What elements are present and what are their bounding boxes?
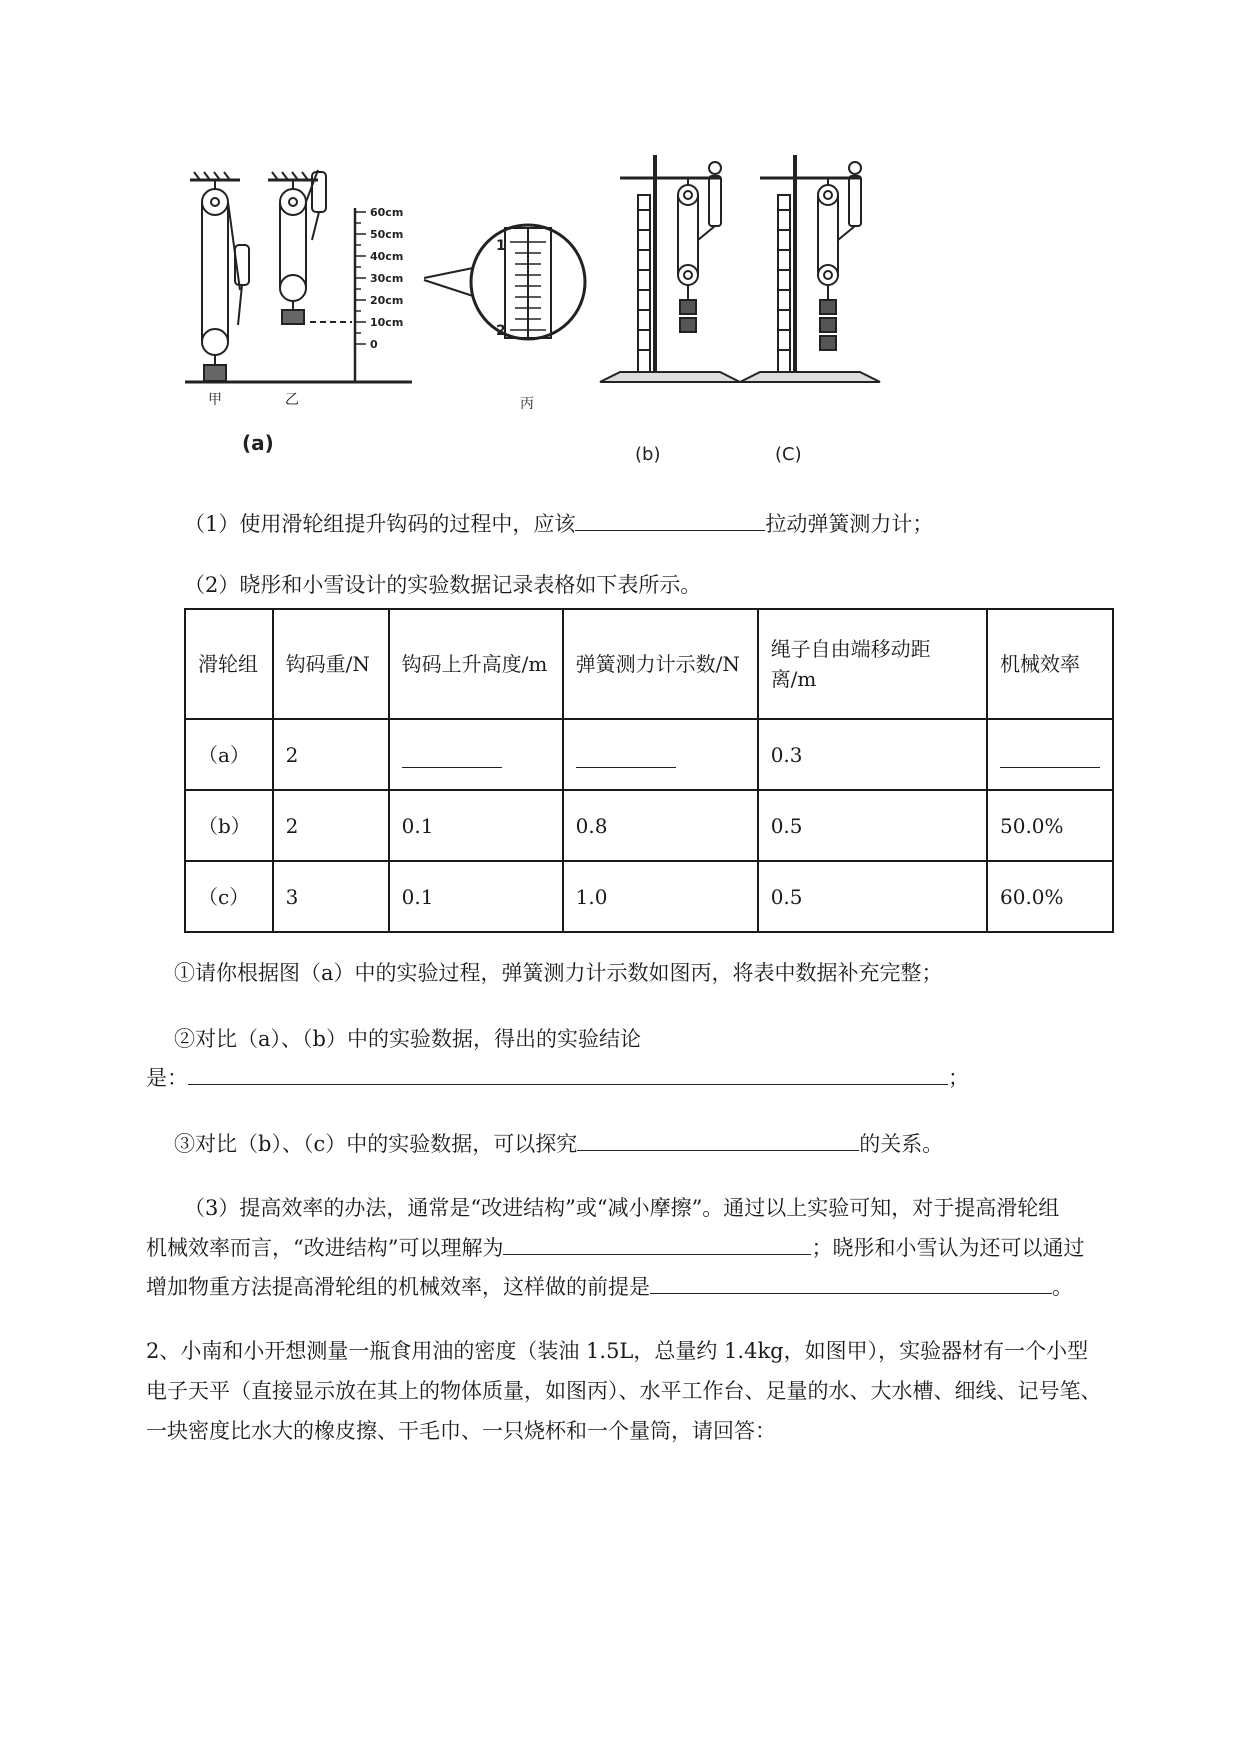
table-cell: 3 xyxy=(273,861,389,932)
zoom-mark-1: 1 xyxy=(496,238,506,254)
figure-label-b: (b) xyxy=(635,444,661,465)
next-question-line2: 电子天平（直接显示放在其上的物体质量，如图丙）、水平工作台、足量的水、大水槽、细线、记号笔、 xyxy=(146,1379,1102,1403)
table-cell: 0.8 xyxy=(563,790,758,861)
answer-blank[interactable] xyxy=(402,745,502,768)
table-row xyxy=(185,719,1113,790)
table-header-cell: 机械效率 xyxy=(987,609,1113,719)
table-cell-blank[interactable] xyxy=(389,719,563,790)
figure-label-a: (a) xyxy=(242,431,274,455)
sub-question-2-line1: ②对比（a）、（b）中的实验数据，得出的实验结论 xyxy=(174,1027,641,1051)
q3-line3-after: 。 xyxy=(1052,1275,1073,1299)
figure-label-c: (C) xyxy=(775,444,802,465)
scale-tick-30: 30cm xyxy=(370,272,404,285)
answer-blank[interactable] xyxy=(1000,745,1100,768)
scale-tick-10: 10cm xyxy=(370,316,404,329)
sub3-before: ③对比（b）、（c）中的实验数据，可以探究 xyxy=(174,1132,578,1156)
q2-intro: （2）晓彤和小雪设计的实验数据记录表格如下表所示。 xyxy=(184,573,702,597)
data-table xyxy=(184,608,1114,933)
table-cell: 1.0 xyxy=(563,861,758,932)
table-cell: （a） xyxy=(185,719,273,790)
table-cell: 0.3 xyxy=(758,719,987,790)
experiment-figure xyxy=(180,150,1000,470)
table-header-cell: 钩码上升高度/m xyxy=(389,609,563,719)
table-cell: 60.0% xyxy=(987,861,1113,932)
sub2-suffix: ； xyxy=(948,1066,969,1090)
table-header-cell: 绳子自由端移动距离/m xyxy=(758,609,987,719)
q3-answer-blank-1[interactable] xyxy=(503,1232,811,1255)
table-cell: 0.5 xyxy=(758,861,987,932)
scale-tick-50: 50cm xyxy=(370,228,404,241)
q1-text-before: （1）使用滑轮组提升钩码的过程中，应该 xyxy=(184,512,576,536)
q3-line2-after: ；晓彤和小雪认为还可以通过 xyxy=(811,1236,1085,1260)
sub-question-1: ①请你根据图（a）中的实验过程，弹簧测力计示数如图丙，将表中数据补充完整； xyxy=(174,961,943,985)
sub3-answer-blank[interactable] xyxy=(577,1128,859,1151)
q3-answer-blank-2[interactable] xyxy=(650,1271,1052,1294)
table-header-row xyxy=(185,609,1113,719)
table-header-cell: 滑轮组 xyxy=(185,609,273,719)
label-jia: 甲 xyxy=(208,392,222,408)
table-cell: 0.5 xyxy=(758,790,987,861)
table-cell: 2 xyxy=(273,790,389,861)
table-cell-blank[interactable] xyxy=(987,719,1113,790)
table-cell: 0.1 xyxy=(389,861,563,932)
sub2-answer-blank[interactable] xyxy=(188,1062,948,1085)
table-cell: 2 xyxy=(273,719,389,790)
q3-line2 xyxy=(146,1232,1084,1263)
next-question-line3: 一块密度比水大的橡皮擦、干毛巾、一只烧杯和一个量筒，请回答： xyxy=(146,1419,776,1443)
answer-blank[interactable] xyxy=(576,745,676,768)
label-bing: 丙 xyxy=(520,396,534,412)
next-question-line1: 2、小南和小开想测量一瓶食用油的密度（装油 1.5L，总量约 1.4kg，如图甲），实验器材有一个小型 xyxy=(146,1339,1089,1363)
q1-answer-blank[interactable] xyxy=(575,508,765,531)
label-yi: 乙 xyxy=(285,392,299,408)
q3-line3 xyxy=(146,1271,1073,1302)
table-cell-blank[interactable] xyxy=(563,719,758,790)
zoom-mark-2: 2 xyxy=(496,323,506,339)
table-row xyxy=(185,861,1113,932)
table-header-cell: 弹簧测力计示数/N xyxy=(563,609,758,719)
table-cell: 0.1 xyxy=(389,790,563,861)
sub3-after: 的关系。 xyxy=(859,1132,944,1156)
sub2-prefix: 是： xyxy=(146,1066,188,1090)
table-row xyxy=(185,790,1113,861)
sub-question-3 xyxy=(174,1128,943,1159)
table-header-cell: 钩码重/N xyxy=(273,609,389,719)
scale-tick-20: 20cm xyxy=(370,294,404,307)
q1-line xyxy=(184,508,933,539)
q3-line1: （3）提高效率的办法，通常是“改进结构”或“减小摩擦”。通过以上实验可知，对于提高滑轮组 xyxy=(184,1196,1060,1220)
q3-line3-before: 增加物重方法提高滑轮组的机械效率，这样做的前提是 xyxy=(146,1275,650,1299)
table-cell: （b） xyxy=(185,790,273,861)
sub-question-2-line2 xyxy=(146,1062,969,1093)
scale-tick-60: 60cm xyxy=(370,206,404,219)
table-cell: 50.0% xyxy=(987,790,1113,861)
scale-tick-0: 0 xyxy=(370,338,378,351)
table-cell: （c） xyxy=(185,861,273,932)
q1-text-after: 拉动弹簧测力计； xyxy=(765,512,934,536)
q3-line2-before: 机械效率而言，“改进结构”可以理解为 xyxy=(146,1236,504,1260)
scale-tick-40: 40cm xyxy=(370,250,404,263)
